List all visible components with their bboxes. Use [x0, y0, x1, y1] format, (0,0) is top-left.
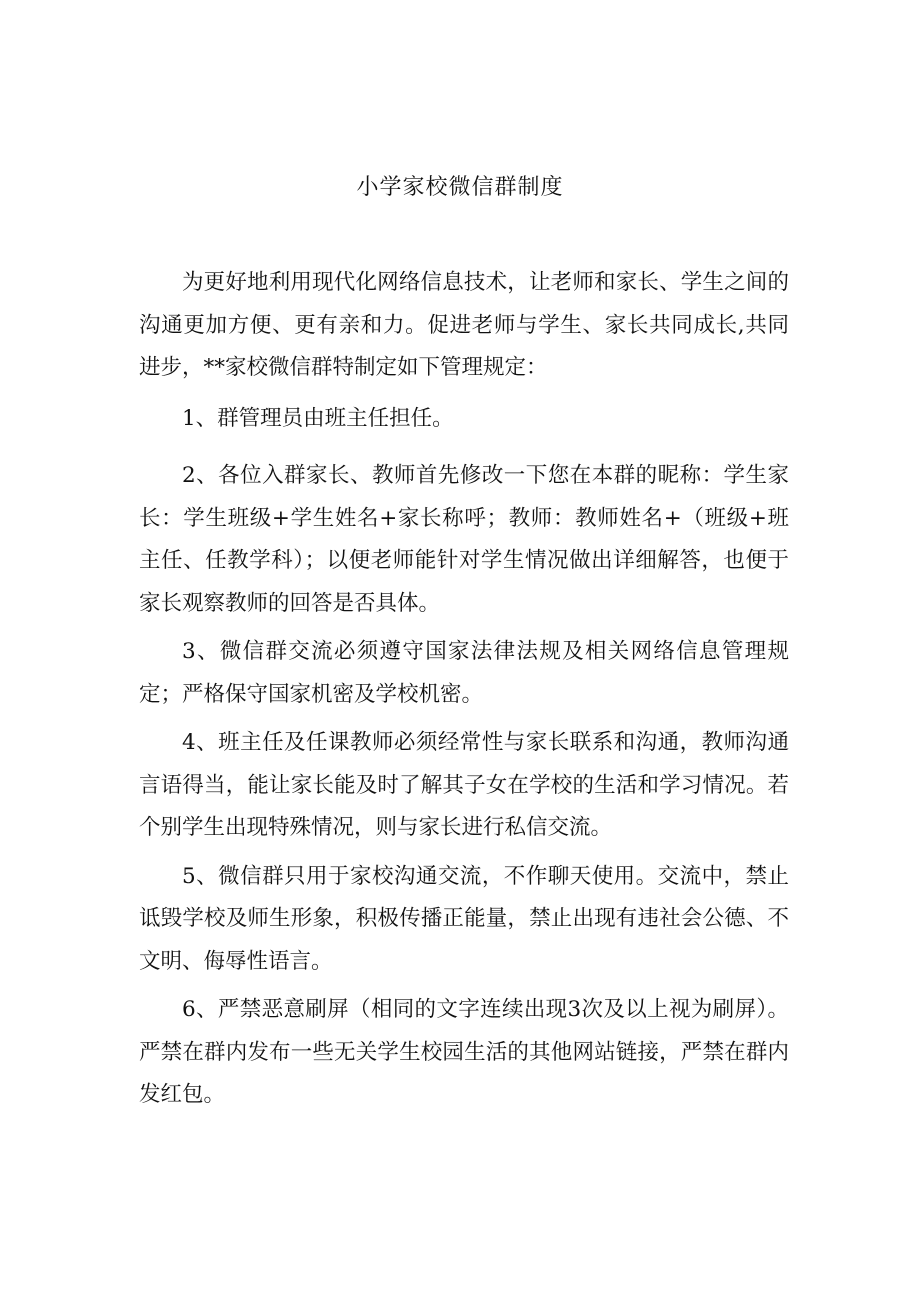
- rule-3: 3、微信群交流必须遵守国家法律法规及相关网络信息管理规定；严格保守国家机密及学校机密。: [139, 639, 789, 707]
- rule-6: 6、严禁恶意刷屏（相同的文字连续出现3次及以上视为刷屏）。严禁在群内发布一些无关学生校园生活的其他网站链接，严禁在群内发红包。: [139, 997, 789, 1107]
- rule-1: 1、群管理员由班主任担任。: [182, 405, 454, 431]
- intro-paragraph: 为更好地利用现代化网络信息技术，让老师和家长、学生之间的沟通更加方便、更有亲和力。促进老师与学生、家长共同成长,共同进步，**家校微信群特制定如下管理规定：: [139, 270, 789, 380]
- rule-5: 5、微信群只用于家校沟通交流，不作聊天使用。交流中，禁止诋毁学校及师生形象，积极传播正能量，禁止出现有违社会公德、不文明、侮辱性语言。: [139, 863, 789, 974]
- document-body: [139, 262, 789, 1117]
- document-title: 小学家校微信群制度: [356, 175, 564, 200]
- rule-4: 4、班主任及任课教师必须经常性与家长联系和沟通，教师沟通言语得当，能让家长能及时了解其子女在学校的生活和学习情况。若个别学生出现特殊情况，则与家长进行私信交流。: [139, 730, 789, 840]
- rule-2: 2、各位入群家长、教师首先修改一下您在本群的昵称：学生家长：学生班级+学生姓名+家长称呼；教师：教师姓名+（班级+班主任、任教学科）；以便老师能针对学生情况做出详细解答，也便于家长观察教师的回答是否具体。: [139, 463, 789, 616]
